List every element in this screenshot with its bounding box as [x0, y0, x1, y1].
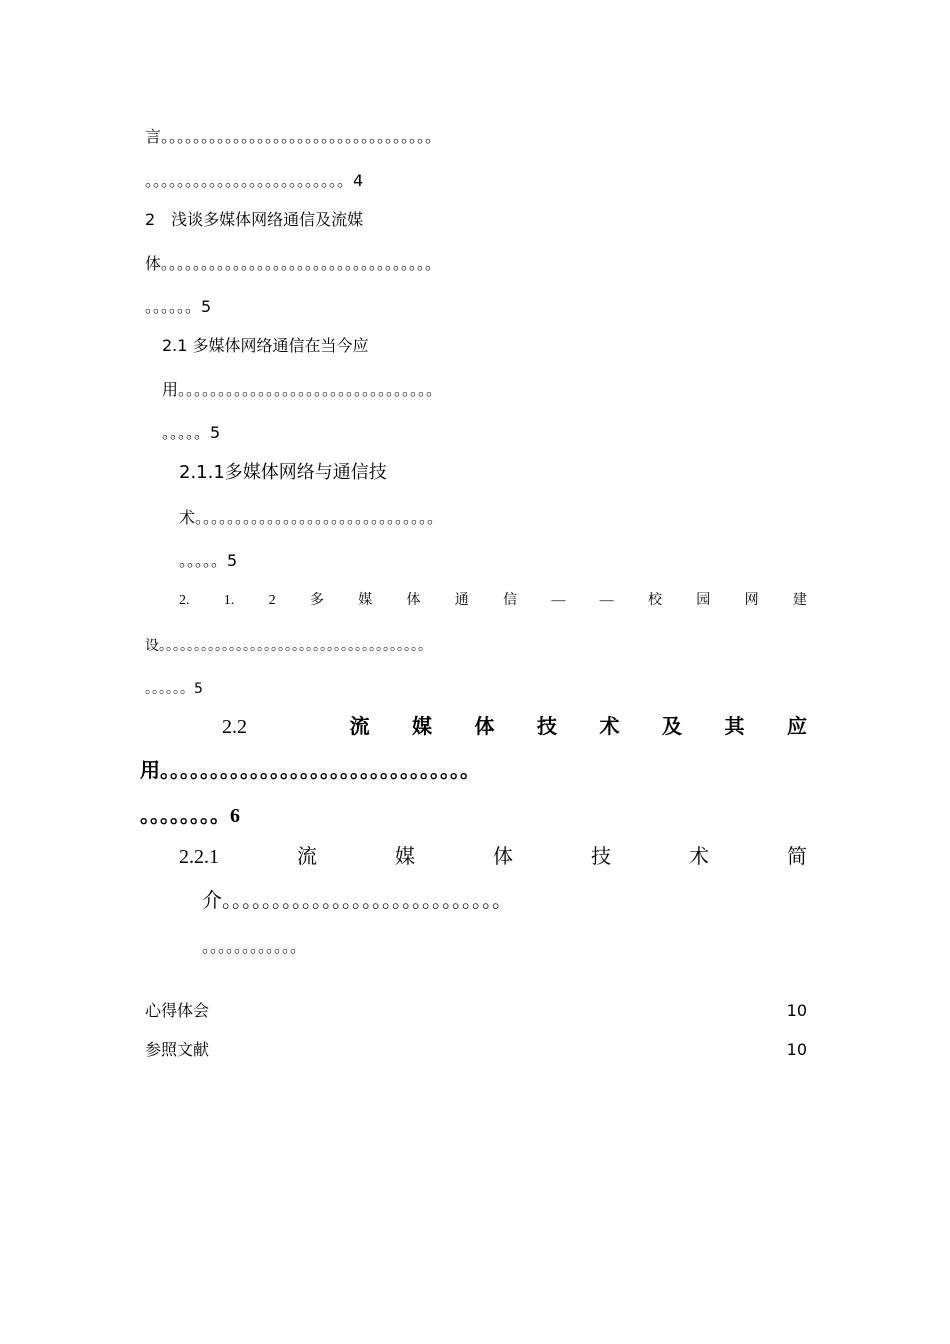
title-part: 技	[591, 846, 611, 868]
title-part: 校	[647, 593, 662, 608]
toc-section-2-1-2-line1: 设。。。。。。。。。。。。。。。。。。。。。。。。。。。。。。。。。。。。。。	[145, 638, 432, 654]
toc-section-2-line1: 体。。。。。。。。。。。。。。。。。。。。。。。。。。。。。。。。。。	[145, 254, 442, 273]
toc-intro-line2: 。。。。。。。。。。。。。。。。。。。。。。。。。4	[145, 171, 364, 190]
toc-section-2-2-title[interactable]	[222, 717, 807, 737]
title-part: 其	[724, 716, 745, 738]
title-part: 2.2	[222, 716, 247, 738]
title-part: 1.	[223, 593, 235, 608]
toc-section-2-2-1-line2: 。。。。。。。。。。。。	[202, 939, 307, 956]
title-part: 园	[696, 593, 711, 608]
toc-references-label: 参照文献	[145, 1040, 210, 1059]
title-part: 体	[406, 593, 421, 608]
title-part: 术	[689, 846, 709, 868]
title-part: 2	[268, 593, 276, 608]
title-part: 术	[599, 716, 620, 738]
toc-section-2-2-1-title[interactable]	[179, 847, 807, 867]
title-part: 及	[662, 716, 682, 738]
toc-section-2-1-title[interactable]: 2.1 多媒体网络通信在当今应	[162, 336, 369, 355]
title-part: 应	[787, 716, 807, 738]
toc-references-row[interactable]	[145, 1042, 807, 1058]
title-part: 体	[493, 846, 513, 868]
toc-section-2-1-2-title[interactable]	[179, 594, 807, 608]
title-part: 简	[787, 846, 807, 868]
title-part: 建	[792, 593, 807, 608]
toc-experience-label: 心得体会	[145, 1001, 210, 1020]
toc-experience-row[interactable]	[145, 1003, 807, 1019]
toc-section-2-1-2-line2: 。。。。。。5	[145, 681, 203, 697]
title-part: 网	[744, 593, 759, 608]
toc-section-2-1-1-line1: 术。。。。。。。。。。。。。。。。。。。。。。。。。。。。。。	[179, 508, 444, 527]
toc-section-2-2-line1: 用。。。。。。。。。。。。。。。。。。。。。。。。。。。。。。。	[140, 760, 480, 782]
title-part: 2.	[179, 593, 190, 608]
title-part: 信	[503, 593, 518, 608]
title-part: 流	[297, 846, 317, 868]
title-part: 媒	[395, 846, 415, 868]
title-part: 流	[349, 716, 370, 738]
toc-section-2-line2: 。。。。。。5	[145, 297, 212, 316]
toc-experience-page: 10	[786, 1001, 807, 1020]
title-part: 技	[537, 716, 557, 738]
title-part: 多	[309, 593, 324, 608]
title-part: 2.2.1	[179, 846, 219, 868]
title-part: 体	[474, 716, 495, 738]
title-part: 媒	[412, 716, 432, 738]
title-part: 通	[454, 593, 469, 608]
title-part: —	[551, 593, 566, 608]
toc-intro-line1: 言。。。。。。。。。。。。。。。。。。。。。。。。。。。。。。。。。。	[145, 127, 442, 146]
toc-section-2-1-1-title[interactable]: 2.1.1多媒体网络与通信技	[179, 462, 387, 483]
title-part: 媒	[358, 593, 373, 608]
toc-section-2-1-1-line2: 。。。。。5	[179, 551, 238, 570]
toc-section-2-1-line2: 。。。。。5	[162, 423, 221, 442]
toc-section-2-2-1-line1: 介。。。。。。。。。。。。。。。。。。。。。。。。。。。。	[202, 890, 512, 912]
toc-section-2-2-line2: 。。。。。。。。6	[140, 805, 240, 827]
title-part: —	[599, 593, 614, 608]
toc-section-2-title[interactable]: 2 浅谈多媒体网络通信及流媒	[145, 210, 364, 229]
toc-references-page: 10	[786, 1040, 807, 1059]
toc-section-2-1-line1: 用。。。。。。。。。。。。。。。。。。。。。。。。。。。。。。。。	[162, 380, 443, 399]
